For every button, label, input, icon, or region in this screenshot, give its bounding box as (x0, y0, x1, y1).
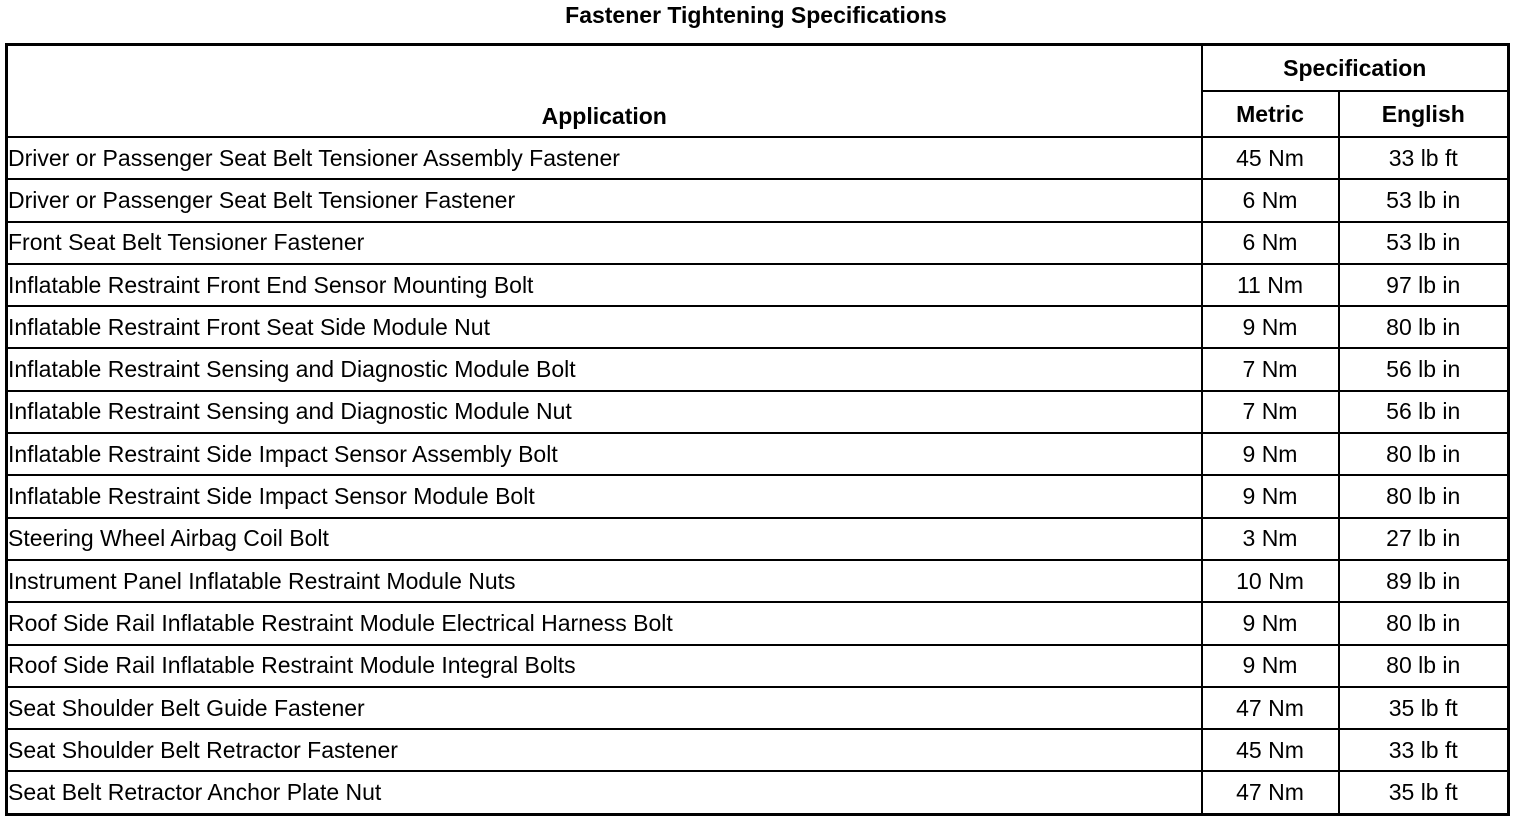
table-row (7, 687, 1509, 729)
english-value-cell: 80 lb in (1339, 433, 1509, 475)
table-body (7, 137, 1509, 814)
application-cell: Inflatable Restraint Sensing and Diagnostic Module Nut (7, 391, 1202, 433)
english-value-cell: 80 lb in (1339, 475, 1509, 517)
metric-value-cell: 11 Nm (1202, 264, 1339, 306)
metric-value-cell: 6 Nm (1202, 179, 1339, 221)
application-cell: Inflatable Restraint Front Seat Side Module Nut (7, 306, 1202, 348)
application-cell: Inflatable Restraint Sensing and Diagnostic Module Bolt (7, 348, 1202, 390)
table-row (7, 560, 1509, 602)
english-value-cell: 53 lb in (1339, 222, 1509, 264)
application-cell: Inflatable Restraint Side Impact Sensor Assembly Bolt (7, 433, 1202, 475)
english-value-cell: 35 lb ft (1339, 771, 1509, 814)
application-cell: Inflatable Restraint Side Impact Sensor Module Bolt (7, 475, 1202, 517)
metric-value-cell: 9 Nm (1202, 306, 1339, 348)
table-row (7, 645, 1509, 687)
application-cell: Inflatable Restraint Front End Sensor Mounting Bolt (7, 264, 1202, 306)
application-cell: Seat Shoulder Belt Guide Fastener (7, 687, 1202, 729)
english-value-cell: 97 lb in (1339, 264, 1509, 306)
metric-value-cell: 10 Nm (1202, 560, 1339, 602)
table-row (7, 348, 1509, 390)
english-value-cell: 89 lb in (1339, 560, 1509, 602)
table-row (7, 222, 1509, 264)
application-cell: Seat Belt Retractor Anchor Plate Nut (7, 771, 1202, 814)
english-value-cell: 80 lb in (1339, 602, 1509, 644)
english-value-cell: 80 lb in (1339, 306, 1509, 348)
column-header-english: English (1339, 91, 1509, 137)
application-cell: Roof Side Rail Inflatable Restraint Module Integral Bolts (7, 645, 1202, 687)
table-row (7, 729, 1509, 771)
metric-value-cell: 9 Nm (1202, 475, 1339, 517)
metric-value-cell: 9 Nm (1202, 433, 1339, 475)
column-header-specification: Specification (1202, 45, 1509, 92)
table-row (7, 602, 1509, 644)
table-row (7, 518, 1509, 560)
table-row (7, 771, 1509, 814)
page-title: Fastener Tightening Specifications (565, 2, 947, 28)
column-header-application: Application (7, 45, 1202, 138)
table-row (7, 391, 1509, 433)
metric-value-cell: 7 Nm (1202, 391, 1339, 433)
metric-value-cell: 3 Nm (1202, 518, 1339, 560)
application-cell: Front Seat Belt Tensioner Fastener (7, 222, 1202, 264)
table-row (7, 264, 1509, 306)
table-header (7, 45, 1509, 138)
english-value-cell: 33 lb ft (1339, 729, 1509, 771)
fastener-spec-table (5, 43, 1510, 816)
metric-value-cell: 9 Nm (1202, 645, 1339, 687)
table-row (7, 179, 1509, 221)
table-row (7, 137, 1509, 179)
table-row (7, 433, 1509, 475)
application-cell: Instrument Panel Inflatable Restraint Module Nuts (7, 560, 1202, 602)
metric-value-cell: 9 Nm (1202, 602, 1339, 644)
english-value-cell: 33 lb ft (1339, 137, 1509, 179)
english-value-cell: 27 lb in (1339, 518, 1509, 560)
metric-value-cell: 47 Nm (1202, 771, 1339, 814)
metric-value-cell: 45 Nm (1202, 729, 1339, 771)
application-cell: Driver or Passenger Seat Belt Tensioner Fastener (7, 179, 1202, 221)
english-value-cell: 56 lb in (1339, 391, 1509, 433)
application-cell: Driver or Passenger Seat Belt Tensioner Assembly Fastener (7, 137, 1202, 179)
application-cell: Roof Side Rail Inflatable Restraint Module Electrical Harness Bolt (7, 602, 1202, 644)
header-row-top (7, 45, 1509, 92)
application-cell: Steering Wheel Airbag Coil Bolt (7, 518, 1202, 560)
metric-value-cell: 7 Nm (1202, 348, 1339, 390)
column-header-metric: Metric (1202, 91, 1339, 137)
metric-value-cell: 6 Nm (1202, 222, 1339, 264)
english-value-cell: 56 lb in (1339, 348, 1509, 390)
table-row (7, 475, 1509, 517)
english-value-cell: 80 lb in (1339, 645, 1509, 687)
english-value-cell: 53 lb in (1339, 179, 1509, 221)
table-row (7, 306, 1509, 348)
english-value-cell: 35 lb ft (1339, 687, 1509, 729)
application-cell: Seat Shoulder Belt Retractor Fastener (7, 729, 1202, 771)
metric-value-cell: 45 Nm (1202, 137, 1339, 179)
metric-value-cell: 47 Nm (1202, 687, 1339, 729)
